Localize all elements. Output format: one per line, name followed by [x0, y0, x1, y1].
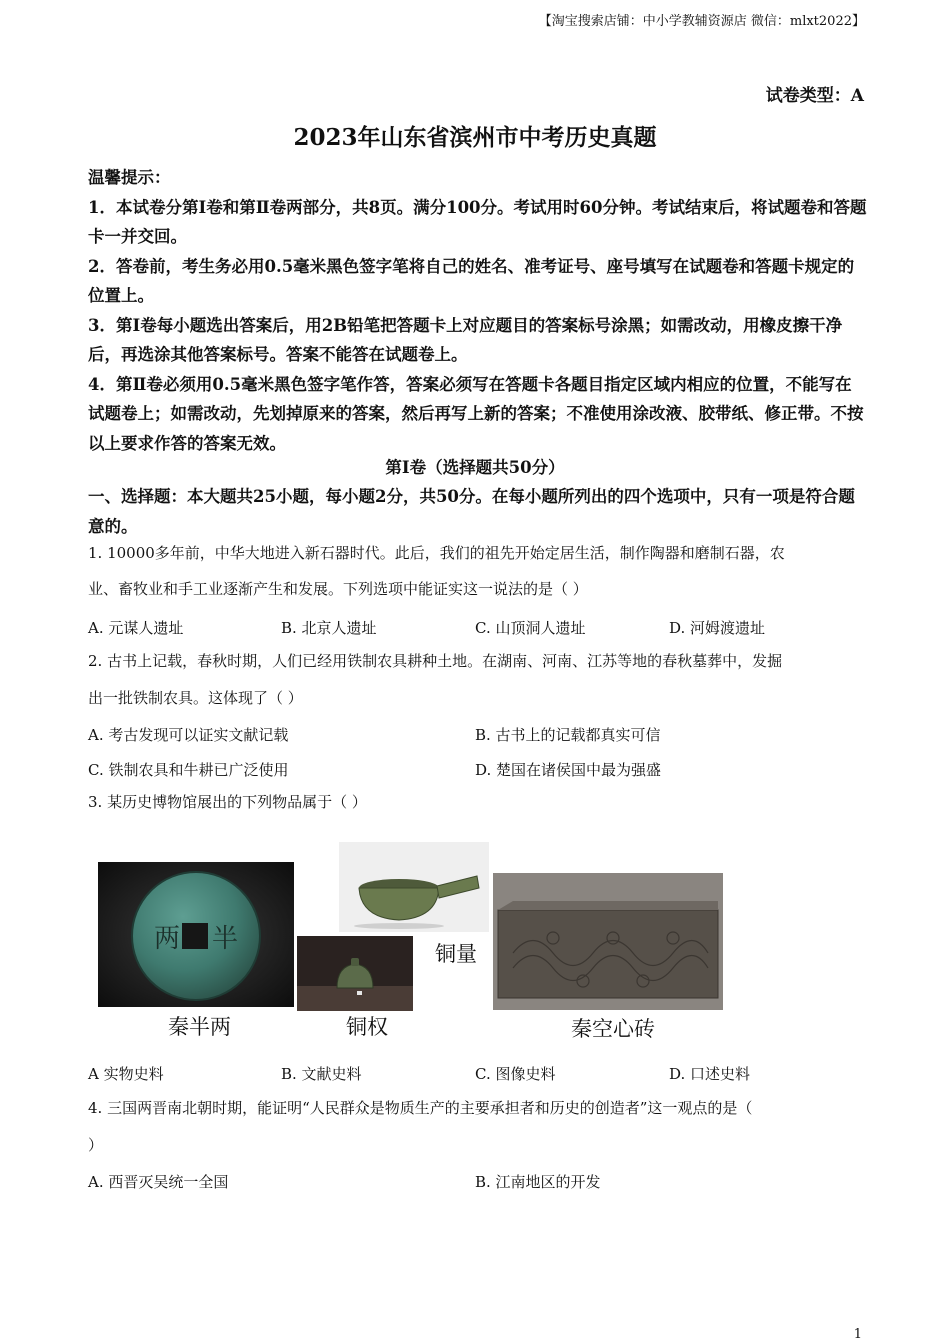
question-3-stem: 3. 某历史博物馆展出的下列物品属于（ ） — [88, 793, 367, 811]
question-1-option-d: D. 河姆渡遗址 — [669, 619, 766, 637]
coin-char-right: 半 — [212, 924, 239, 954]
question-4-option-b: B. 江南地区的开发 — [475, 1173, 601, 1191]
question-1-option-a: A. 元谋人遗址 — [88, 619, 184, 637]
coin-char-left: 两 — [154, 924, 181, 954]
question-2-option-c: C. 铁制农具和牛耕已广泛使用 — [88, 761, 289, 779]
hollow-brick-image — [493, 873, 723, 1010]
question-1-option-c: C. 山顶洞人遗址 — [475, 619, 586, 637]
shop-note: 【淘宝搜索店铺：中小学教辅资源店 微信：mlxt2022】 — [538, 14, 865, 29]
question-3-option-d: D. 口述史料 — [669, 1065, 751, 1083]
part-heading: 一、选择题：本大题共25小题，每小题2分，共50分。在每小题所列出的四个选项中，只有一项是符合题意的。 — [88, 487, 855, 536]
section-heading: 第Ⅰ卷（选择题共50分） — [385, 458, 565, 477]
page-title: 2023年山东省滨州市中考历史真题 — [293, 124, 657, 151]
question-2-stem-line2: 出一批铁制农具。这体现了（ ） — [88, 689, 303, 707]
caption-bronze-measure: 铜量 — [435, 942, 477, 966]
instruction-item: 4．第Ⅱ卷必须用0.5毫米黑色签字笔作答，答案必须写在答题卡各题目指定区域内相应的位置，不能写在试题卷上；如需改动，先划掉原来的答案，然后再写上新的答案；不准使用涂改液、胶带纸、修正带。不按以上要求作答的答案无效。 — [88, 374, 864, 453]
instructions — [88, 163, 868, 458]
paper-type: 试卷类型：A — [765, 86, 864, 106]
instruction-item: 3．第Ⅰ卷每小题选出答案后，用2B铅笔把答题卡上对应题目的答案标号涂黑；如需改动，用橡皮擦干净后，再选涂其他答案标号。答案不能答在试题卷上。 — [88, 315, 843, 364]
question-4-stem-line1: 4. 三国两晋南北朝时期，能证明“人民群众是物质生产的主要承担者和历史的创造者”这一观点的是（ — [88, 1099, 753, 1117]
question-1-stem-line2: 业、畜牧业和手工业逐渐产生和发展。下列选项中能证实这一说法的是（ ） — [88, 580, 588, 598]
qin-banliang-coin-image — [98, 862, 294, 1007]
instruction-item: 2．答卷前，考生务必用0.5毫米黑色签字笔将自己的姓名、准考证号、座号填写在试题卷和答题卡规定的位置上。 — [88, 256, 855, 305]
bronze-measure-image — [339, 842, 489, 932]
question-2-option-d: D. 楚国在诸侯国中最为强盛 — [475, 761, 662, 779]
question-1-stem-line1: 1. 10000多年前，中华大地进入新石器时代。此后，我们的祖先开始定居生活，制作陶器和磨制石器，农 — [88, 544, 785, 562]
question-4-option-a: A. 西晋灭吴统一全国 — [88, 1173, 229, 1191]
instructions-heading: 温馨提示： — [88, 168, 171, 187]
question-2-option-b: B. 古书上的记载都真实可信 — [475, 726, 661, 744]
caption-hollow-brick: 秦空心砖 — [571, 1017, 655, 1041]
question-3-option-c: C. 图像史料 — [475, 1065, 556, 1083]
question-3-option-b: B. 文献史料 — [281, 1065, 362, 1083]
question-3-option-a: A 实物史料 — [88, 1065, 164, 1083]
question-2-option-a: A. 考古发现可以证实文献记载 — [88, 726, 289, 744]
page-number: 1 — [853, 1327, 862, 1342]
caption-qin-banliang: 秦半两 — [168, 1015, 231, 1039]
instruction-item: 1．本试卷分第Ⅰ卷和第Ⅱ卷两部分，共8页。满分100分。考试用时60分钟。考试结束后，将试题卷和答题卡一并交回。 — [88, 197, 867, 246]
question-1-option-b: B. 北京人遗址 — [281, 619, 377, 637]
bronze-weight-image — [297, 936, 413, 1011]
caption-bronze-weight: 铜权 — [346, 1015, 388, 1039]
question-4-stem-line2: ） — [88, 1136, 104, 1154]
question-2-stem-line1: 2. 古书上记载，春秋时期，人们已经用铁制农具耕种土地。在湖南、河南、江苏等地的春秋墓葬中，发掘 — [88, 652, 783, 670]
